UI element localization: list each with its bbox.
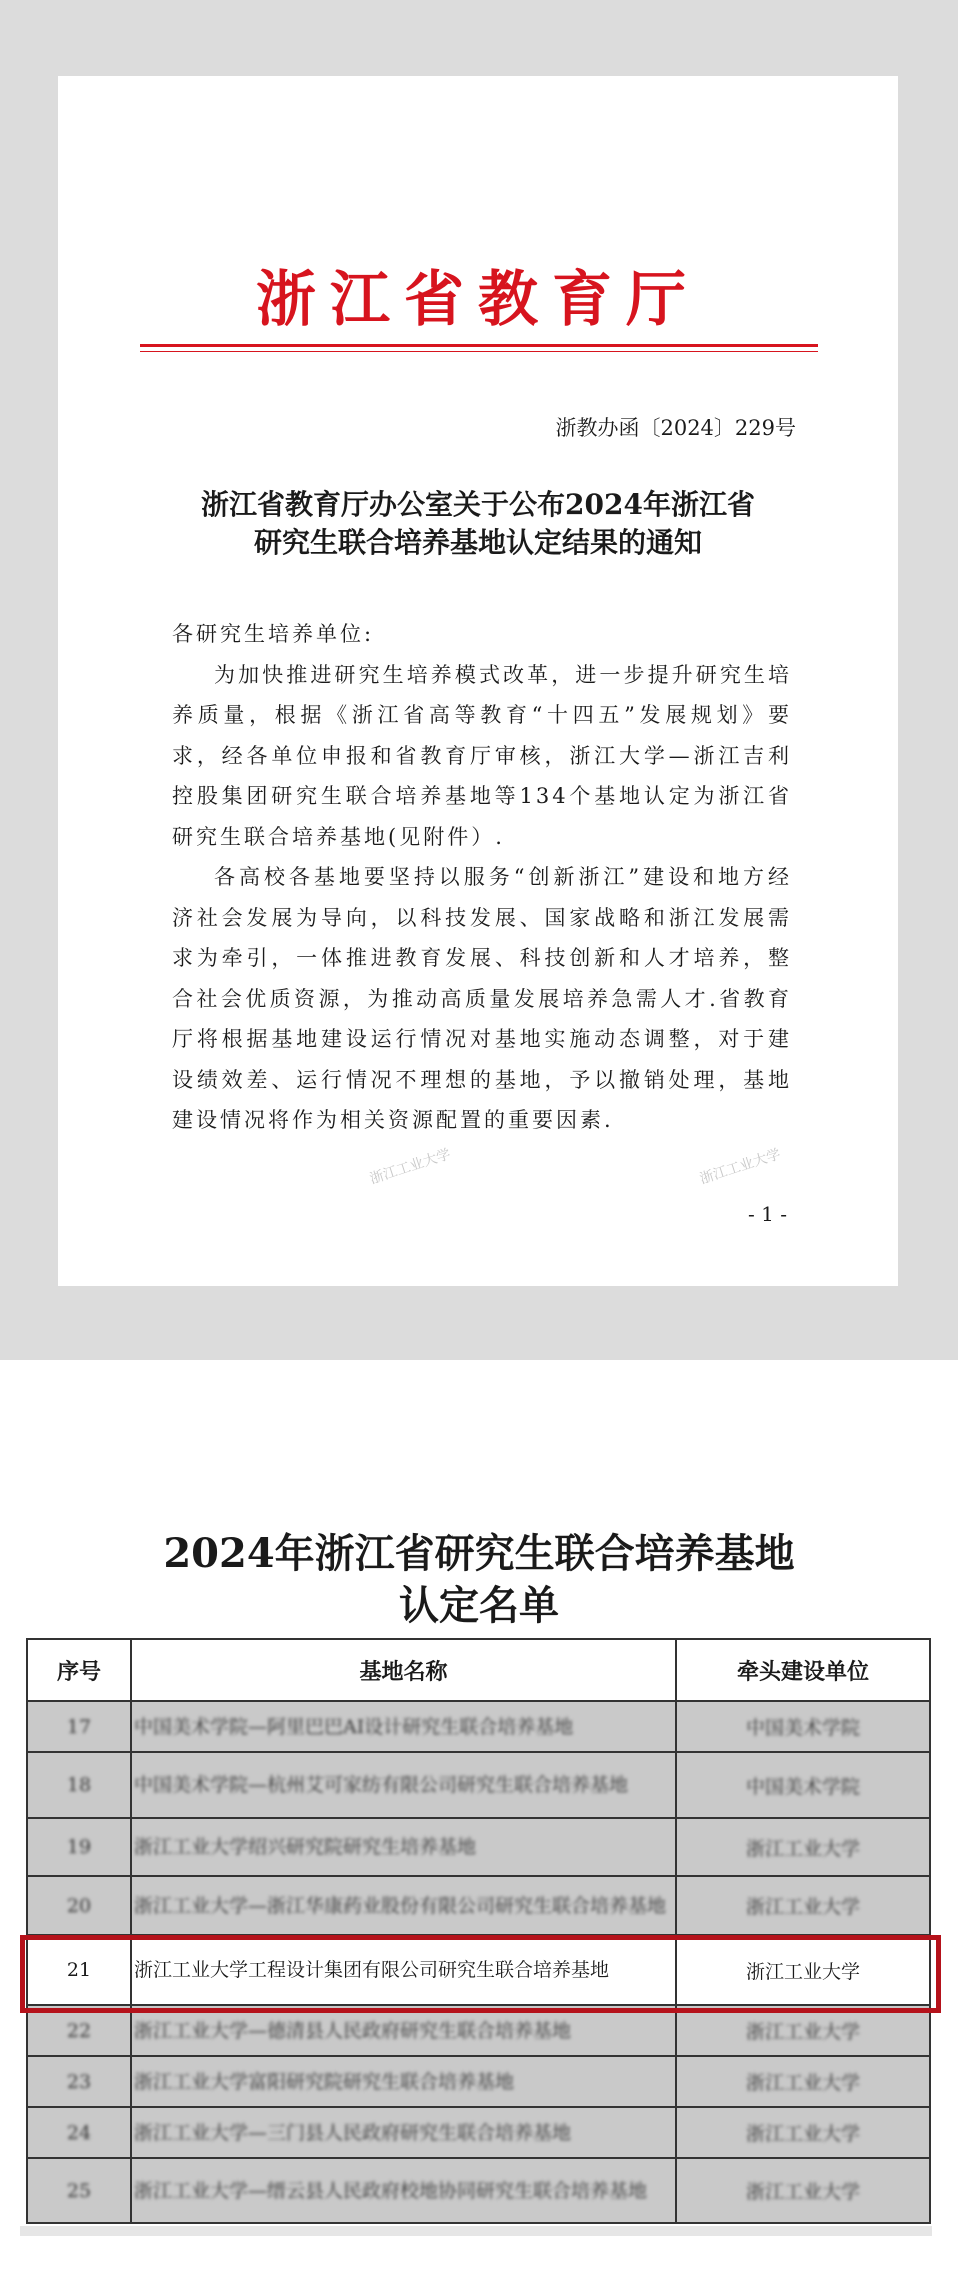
- notice-body: [172, 614, 792, 1141]
- cell-name: [131, 1752, 676, 1818]
- bottom-shadow: [20, 2226, 932, 2236]
- watermark: 浙江工业大学: [367, 1146, 453, 1188]
- cell-unit: [676, 1876, 930, 1935]
- paragraph-2: 各高校各基地要坚持以服务“创新浙江”建设和地方经济社会发展为导向，以科技发展、国家战略和浙江发展需求为牵引，一体推进教育发展、科技创新和人才培养，整合社会优质资源，为推动高质量发展培养急需人才.省教育厅将根据基地建设运行情况对基地实施动态调整，对于建设绩效差、运行情况不理想的基地，予以撤销处理，基地建设情况将作为相关资源配置的重要因素.: [172, 865, 792, 1132]
- cell-name: [131, 1701, 676, 1752]
- cell-unit-text: 浙江工业大学: [745, 2072, 860, 2094]
- table-row: [27, 2107, 930, 2158]
- cell-unit-text: 浙江工业大学: [745, 1960, 860, 1983]
- cell-name-text: 浙江工业大学—三门县人民政府研究生联合培养基地: [134, 2121, 572, 2144]
- highlight-box: [20, 1935, 941, 2013]
- watermark: 浙江工业大学: [697, 1146, 783, 1188]
- document-number: 浙教办函〔2024〕229号: [555, 416, 796, 440]
- cell-unit: [676, 1752, 930, 1818]
- cell-name: [131, 1876, 676, 1935]
- cell-no: [27, 2158, 131, 2223]
- cell-name: [131, 2158, 676, 2223]
- cell-unit-text: 中国美术学院: [745, 1775, 860, 1798]
- cell-name-text: 浙江工业大学—浙江华康药业股份有限公司研究生联合培养基地: [134, 1894, 667, 1917]
- cell-no: [27, 1752, 131, 1818]
- cell-unit: [676, 1818, 930, 1876]
- cell-unit-text: 浙江工业大学: [745, 2123, 860, 2145]
- cell-no-text: 20: [66, 1894, 92, 1917]
- heading-line-2: 研究生联合培养基地认定结果的通知: [253, 526, 702, 559]
- header-unit: 牵头建设单位: [676, 1639, 930, 1701]
- cell-name-text: 浙江工业大学—德清县人民政府研究生联合培养基地: [134, 2019, 572, 2042]
- cell-name-text: 浙江工业大学工程设计集团有限公司研究生联合培养基地: [134, 1959, 610, 1981]
- header-no: 序号: [27, 1639, 131, 1701]
- letterhead-rule-thin: [140, 351, 818, 352]
- page-number: - 1 -: [748, 1202, 787, 1226]
- cell-unit-text: 中国美术学院: [745, 1717, 860, 1739]
- cell-no-text: 18: [66, 1774, 92, 1796]
- cell-name-text: 中国美术学院—杭州艾可家纺有限公司研究生联合培养基地: [134, 1774, 629, 1796]
- cell-unit: [676, 2158, 930, 2223]
- cell-no-text: 21: [66, 1959, 92, 1981]
- table-row: [27, 1818, 930, 1876]
- table-row: [27, 2158, 930, 2223]
- cell-name: [131, 2107, 676, 2158]
- cell-no-text: 17: [66, 1715, 92, 1738]
- cell-name: [131, 1818, 676, 1876]
- table-row: [27, 1876, 930, 1935]
- cell-unit-text: 浙江工业大学: [745, 1837, 860, 1860]
- cell-no: [27, 1876, 131, 1935]
- notice-page: [58, 76, 898, 1286]
- table-header-row: [27, 1639, 930, 1701]
- list-title-line-2: 认定名单: [399, 1582, 559, 1629]
- cell-name-text: 浙江工业大学—缙云县人民政府校地协同研究生联合培养基地: [134, 2179, 648, 2202]
- cell-name: [131, 2056, 676, 2107]
- cell-no: [27, 1818, 131, 1876]
- agency-letterhead: 浙江省教育厅: [256, 265, 700, 335]
- letterhead-rule: [140, 344, 818, 347]
- table-row: [27, 2056, 930, 2107]
- table-row: [27, 1752, 930, 1818]
- table-row: [27, 1701, 930, 1752]
- paragraph-1: 为加快推进研究生培养模式改革，进一步提升研究生培养质量，根据《浙江省高等教育“十四五”发展规划》要求，经各单位申报和省教育厅审核，浙江大学—浙江吉利控股集团研究生联合培养基地等134个基地认定为浙江省研究生联合培养基地(见附件）.: [172, 662, 792, 849]
- cell-no: [27, 2107, 131, 2158]
- cell-unit: [676, 1701, 930, 1752]
- cell-no: [27, 1701, 131, 1752]
- base-list-table: [26, 1638, 931, 2224]
- cell-no-text: 23: [66, 2070, 92, 2093]
- header-name: 基地名称: [131, 1639, 676, 1701]
- cell-unit-text: 浙江工业大学: [745, 1896, 860, 1918]
- cell-no-text: 19: [66, 1836, 92, 1858]
- cell-no-text: 22: [66, 2019, 92, 2042]
- heading-line-1: 浙江省教育厅办公室关于公布2024年浙江省: [201, 488, 755, 521]
- notice-heading: [118, 486, 838, 562]
- greeting: 各研究生培养单位:: [172, 622, 375, 646]
- cell-unit-text: 浙江工业大学: [745, 2021, 860, 2043]
- cell-unit: [676, 2056, 930, 2107]
- cell-no: [27, 2056, 131, 2107]
- cell-no-text: 25: [66, 2179, 92, 2202]
- cell-name-text: 浙江工业大学绍兴研究院研究生培养基地: [134, 1836, 477, 1858]
- list-title-line-1: 2024年浙江省研究生联合培养基地: [163, 1530, 795, 1577]
- cell-name-text: 浙江工业大学富阳研究院研究生联合培养基地: [134, 2070, 515, 2093]
- cell-unit: [676, 2107, 930, 2158]
- cell-name-text: 中国美术学院—阿里巴巴AI设计研究生联合培养基地: [134, 1715, 574, 1738]
- cell-unit-text: 浙江工业大学: [745, 2181, 860, 2203]
- cell-no-text: 24: [66, 2121, 92, 2144]
- list-title: [0, 1528, 958, 1632]
